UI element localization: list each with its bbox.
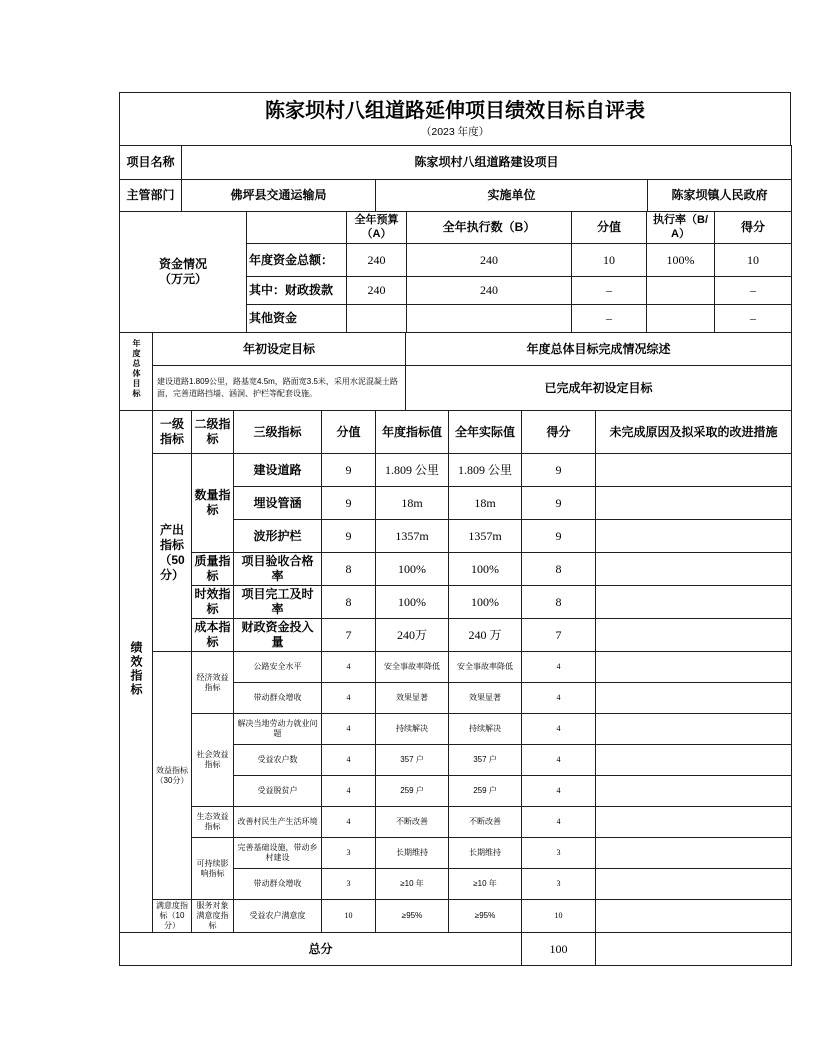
indicator-name-cell: 建设道路 <box>234 454 322 487</box>
score-cell: 3 <box>522 838 596 869</box>
indicator-name-cell: 受益农户满意度 <box>234 900 322 933</box>
level2-cell: 可持续影响指标 <box>192 838 234 900</box>
reason-cell <box>596 807 792 838</box>
actual-cell: 长期维持 <box>449 838 522 869</box>
indicators-side-label: 绩效指标 <box>120 411 153 933</box>
reason-cell <box>596 714 792 745</box>
actual-cell: 357 户 <box>449 745 522 776</box>
indicator-name-cell: 项目完工及时率 <box>234 586 322 619</box>
title-cell <box>120 93 791 146</box>
header-target: 年度指标值 <box>376 411 449 454</box>
target-cell: 18m <box>376 487 449 520</box>
level1-cell: 产出指标（50分） <box>153 454 192 652</box>
score-cell: 4 <box>522 652 596 683</box>
target-cell: 不断改善 <box>376 807 449 838</box>
actual-cell: 效果显著 <box>449 683 522 714</box>
indicators-table <box>119 410 792 966</box>
funding-label-line2: （万元） <box>158 272 207 286</box>
title-table <box>119 92 791 146</box>
weight-cell: 3 <box>322 838 376 869</box>
header-score: 得分 <box>522 411 596 454</box>
funding-weight-cell: 10 <box>572 244 647 277</box>
indicator-name-cell: 受益农户数 <box>234 745 322 776</box>
funding-budget-cell: 240 <box>347 277 407 305</box>
weight-cell: 7 <box>322 619 376 652</box>
target-cell: 100% <box>376 553 449 586</box>
funding-score-cell: – <box>715 305 792 333</box>
weight-cell: 10 <box>322 900 376 933</box>
reason-cell <box>596 454 792 487</box>
goal-set-header: 年初设定目标 <box>153 333 406 366</box>
funding-score-cell: 10 <box>715 244 792 277</box>
target-cell: 1357m <box>376 520 449 553</box>
total-row <box>120 933 792 966</box>
annual-goal-table <box>119 332 792 411</box>
level2-cell: 社会效益指标 <box>192 714 234 807</box>
goal-summary-header: 年度总体目标完成情况综述 <box>406 333 792 366</box>
total-blank-cell <box>596 933 792 966</box>
score-cell: 4 <box>522 683 596 714</box>
project-name-label: 项目名称 <box>120 146 182 180</box>
project-name-table <box>119 145 792 180</box>
reason-cell <box>596 652 792 683</box>
funding-rate-cell <box>647 305 715 333</box>
indicator-row <box>120 553 792 586</box>
target-cell: 安全事故率降低 <box>376 652 449 683</box>
weight-cell: 8 <box>322 553 376 586</box>
funding-label-line1: 资金情况 <box>158 257 207 271</box>
target-cell: 100% <box>376 586 449 619</box>
indicator-name-cell: 财政资金投入量 <box>234 619 322 652</box>
score-cell: 8 <box>522 553 596 586</box>
indicator-row <box>120 714 792 745</box>
score-cell: 4 <box>522 776 596 807</box>
funding-row-label: 年度资金总额： <box>247 244 347 277</box>
target-cell: 长期维持 <box>376 838 449 869</box>
indicator-name-cell: 完善基础设施，带动乡村建设 <box>234 838 322 869</box>
level2-cell: 服务对象满意度指标 <box>192 900 234 933</box>
reason-cell <box>596 619 792 652</box>
indicator-name-cell: 解决当地劳动力就业问题 <box>234 714 322 745</box>
actual-cell: 240 万 <box>449 619 522 652</box>
annual-goal-side-label: 年度总体目标 <box>120 333 153 411</box>
funding-budget-header: 全年预算（A） <box>347 212 407 244</box>
reason-cell <box>596 776 792 807</box>
indicator-name-cell: 公路安全水平 <box>234 652 322 683</box>
header-level3: 三级指标 <box>234 411 322 454</box>
funding-section-label <box>120 212 247 333</box>
dept-label: 主管部门 <box>120 180 182 212</box>
actual-cell: 100% <box>449 586 522 619</box>
score-cell: 8 <box>522 586 596 619</box>
total-score: 100 <box>522 933 596 966</box>
actual-cell: ≥95% <box>449 900 522 933</box>
funding-budget-cell: 240 <box>347 244 407 277</box>
reason-cell <box>596 869 792 900</box>
actual-cell: 1357m <box>449 520 522 553</box>
indicator-name-cell: 项目验收合格率 <box>234 553 322 586</box>
indicator-name-cell: 波形护栏 <box>234 520 322 553</box>
level2-cell: 质量指标 <box>192 553 234 586</box>
score-cell: 4 <box>522 745 596 776</box>
funding-table <box>119 211 792 333</box>
indicator-name-cell: 受益脱贫户 <box>234 776 322 807</box>
indicator-name-cell: 带动群众增收 <box>234 683 322 714</box>
weight-cell: 8 <box>322 586 376 619</box>
indicator-row <box>120 619 792 652</box>
funding-budget-cell <box>347 305 407 333</box>
level2-cell: 成本指标 <box>192 619 234 652</box>
indicator-row <box>120 586 792 619</box>
score-cell: 7 <box>522 619 596 652</box>
department-table <box>119 179 792 212</box>
actual-cell: 1.809 公里 <box>449 454 522 487</box>
level1-cell: 效益指标（30分） <box>153 652 192 900</box>
level2-cell: 数量指标 <box>192 454 234 553</box>
target-cell: ≥95% <box>376 900 449 933</box>
actual-cell: 259 户 <box>449 776 522 807</box>
score-cell: 9 <box>522 454 596 487</box>
target-cell: ≥10 年 <box>376 869 449 900</box>
funding-blank-header <box>247 212 347 244</box>
actual-cell: 不断改善 <box>449 807 522 838</box>
funding-rate-cell: 100% <box>647 244 715 277</box>
goal-set-content: 建设道路1.809公里，路基宽4.5m，路面宽3.5米，采用水泥混凝土路面，完善道路挡墙、涵洞、护栏等配套设施。 <box>153 366 406 411</box>
actual-cell: 100% <box>449 553 522 586</box>
target-cell: 1.809 公里 <box>376 454 449 487</box>
indicator-row <box>120 807 792 838</box>
funding-score-header: 得分 <box>715 212 792 244</box>
actual-cell: 18m <box>449 487 522 520</box>
indicator-row <box>120 454 792 487</box>
weight-cell: 4 <box>322 714 376 745</box>
score-cell: 4 <box>522 714 596 745</box>
reason-cell <box>596 586 792 619</box>
page-subtitle: （2023 年度） <box>420 126 490 139</box>
target-cell: 持续解决 <box>376 714 449 745</box>
self-evaluation-table <box>119 92 791 966</box>
score-cell: 4 <box>522 807 596 838</box>
funding-actual-cell <box>407 305 572 333</box>
reason-cell <box>596 553 792 586</box>
weight-cell: 9 <box>322 454 376 487</box>
target-cell: 357 户 <box>376 745 449 776</box>
funding-weight-header: 分值 <box>572 212 647 244</box>
reason-cell <box>596 745 792 776</box>
score-cell: 9 <box>522 520 596 553</box>
level1-cell: 满意度指标（10分） <box>153 900 192 933</box>
header-weight: 分值 <box>322 411 376 454</box>
indicator-name-cell: 埋设管涵 <box>234 487 322 520</box>
reason-cell <box>596 683 792 714</box>
funding-score-cell: – <box>715 277 792 305</box>
indicator-row <box>120 652 792 683</box>
total-label: 总分 <box>120 933 522 966</box>
funding-weight-cell: – <box>572 305 647 333</box>
funding-rate-cell <box>647 277 715 305</box>
indicator-name-cell: 改善村民生产生活环境 <box>234 807 322 838</box>
level2-cell: 经济效益指标 <box>192 652 234 714</box>
weight-cell: 4 <box>322 807 376 838</box>
indicators-header-row <box>120 411 792 454</box>
target-cell: 效果显著 <box>376 683 449 714</box>
impl-unit-label: 实施单位 <box>376 180 648 212</box>
reason-cell <box>596 838 792 869</box>
actual-cell: 持续解决 <box>449 714 522 745</box>
header-level1: 一级指标 <box>153 411 192 454</box>
weight-cell: 4 <box>322 745 376 776</box>
funding-row-label: 其中：财政拨款 <box>247 277 347 305</box>
weight-cell: 4 <box>322 776 376 807</box>
funding-actual-cell: 240 <box>407 277 572 305</box>
header-actual: 全年实际值 <box>449 411 522 454</box>
reason-cell <box>596 900 792 933</box>
funding-rate-header: 执行率（B/A） <box>647 212 715 244</box>
actual-cell: 安全事故率降低 <box>449 652 522 683</box>
header-reason: 未完成原因及拟采取的改进措施 <box>596 411 792 454</box>
goal-summary-content: 已完成年初设定目标 <box>406 366 792 411</box>
weight-cell: 3 <box>322 869 376 900</box>
target-cell: 259 户 <box>376 776 449 807</box>
score-cell: 10 <box>522 900 596 933</box>
indicator-name-cell: 带动群众增收 <box>234 869 322 900</box>
reason-cell <box>596 487 792 520</box>
level2-cell: 时效指标 <box>192 586 234 619</box>
weight-cell: 9 <box>322 520 376 553</box>
header-level2: 二级指标 <box>192 411 234 454</box>
funding-actual-header: 全年执行数（B） <box>407 212 572 244</box>
target-cell: 240万 <box>376 619 449 652</box>
funding-weight-cell: – <box>572 277 647 305</box>
score-cell: 3 <box>522 869 596 900</box>
indicator-row <box>120 900 792 933</box>
project-name-value: 陈家坝村八组道路建设项目 <box>182 146 792 180</box>
level2-cell: 生态效益指标 <box>192 807 234 838</box>
weight-cell: 9 <box>322 487 376 520</box>
indicator-row <box>120 838 792 869</box>
dept-value: 佛坪县交通运输局 <box>182 180 376 212</box>
reason-cell <box>596 520 792 553</box>
weight-cell: 4 <box>322 652 376 683</box>
page-title: 陈家坝村八组道路延伸项目绩效目标自评表 <box>265 100 645 123</box>
actual-cell: ≥10 年 <box>449 869 522 900</box>
score-cell: 9 <box>522 487 596 520</box>
funding-actual-cell: 240 <box>407 244 572 277</box>
weight-cell: 4 <box>322 683 376 714</box>
funding-row-label: 其他资金 <box>247 305 347 333</box>
impl-unit-value: 陈家坝镇人民政府 <box>648 180 792 212</box>
